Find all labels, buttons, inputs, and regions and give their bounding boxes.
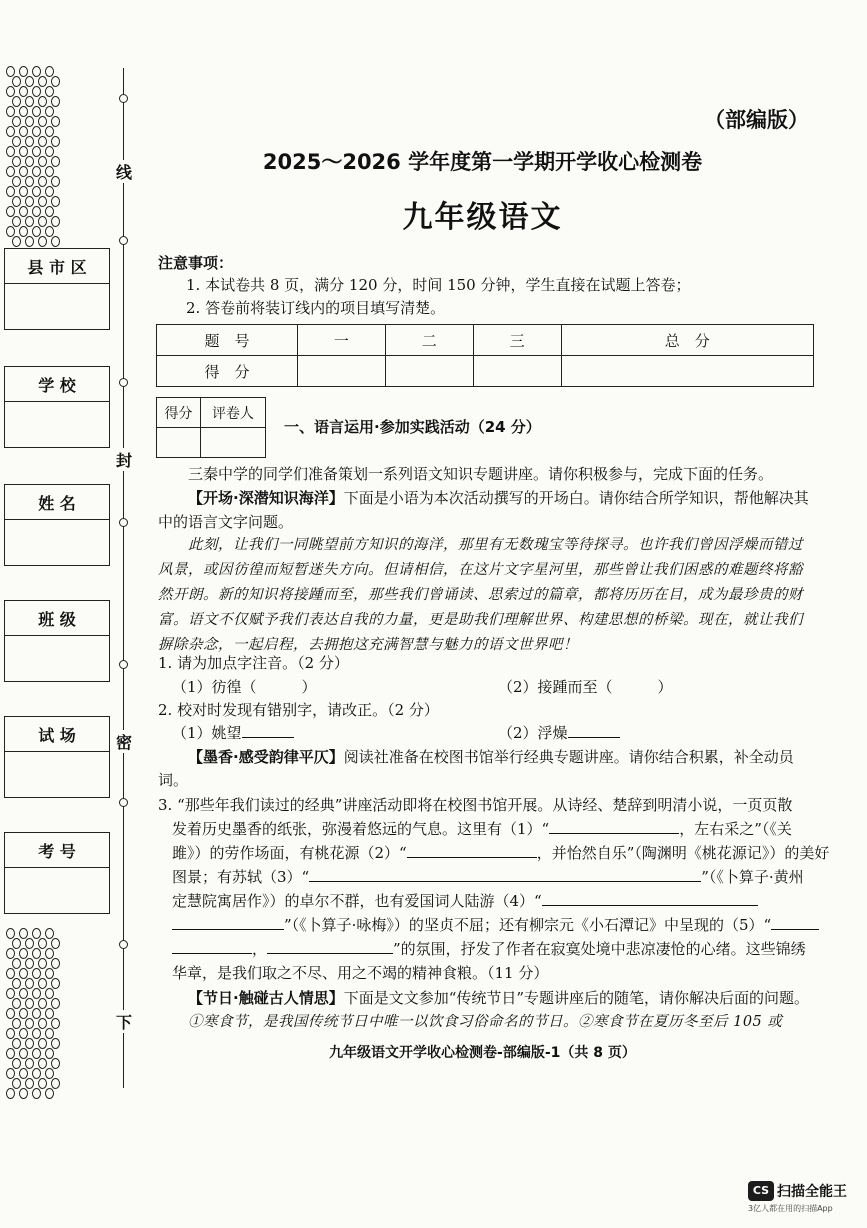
- field-exam-room[interactable]: [4, 716, 110, 798]
- binding-dot: [19, 928, 28, 939]
- binding-dot: [38, 958, 47, 969]
- binding-dot: [25, 96, 34, 107]
- festival-label: 【节日·触碰古人情思】: [188, 989, 344, 1007]
- answer-blank[interactable]: [267, 939, 393, 954]
- binding-dot: [19, 186, 28, 197]
- binding-dot: [25, 236, 34, 247]
- binding-dot: [45, 206, 54, 217]
- binding-dot: [38, 156, 47, 167]
- binding-dot: [25, 116, 34, 127]
- question-3-line: 华章，是我们取之不尽、用之不竭的精神食粮。（11 分）: [172, 964, 549, 982]
- binding-dot: [51, 958, 60, 969]
- q3-text: 图景；有苏轼（3）“: [172, 868, 310, 886]
- field-name[interactable]: [4, 484, 110, 566]
- score-header: 题 号: [157, 325, 298, 356]
- binding-circle: [119, 660, 128, 669]
- question-3-line: [172, 866, 804, 888]
- binding-dot: [19, 166, 28, 177]
- binding-dot: [45, 948, 54, 959]
- binding-dot: [6, 206, 15, 217]
- binding-dot: [45, 186, 54, 197]
- question-3-line: [172, 890, 758, 912]
- field-label: 试 场: [5, 717, 109, 752]
- binding-dot: [19, 146, 28, 157]
- binding-dot: [45, 126, 54, 137]
- binding-dot: [25, 938, 34, 949]
- field-class[interactable]: [4, 600, 110, 682]
- question-2b-text: （2）浮燥: [498, 724, 568, 742]
- opening-text: 下面是小语为本次活动撰写的开场白。请你结合所学知识，帮他解决其中的语言文字问题。: [158, 489, 809, 531]
- binding-circle: [119, 236, 128, 245]
- binding-dot: [19, 968, 28, 979]
- binding-dot: [12, 76, 21, 87]
- binding-line: [123, 68, 124, 1088]
- binding-dot: [19, 206, 28, 217]
- binding-dot: [12, 958, 21, 969]
- binding-dot: [25, 196, 34, 207]
- notes-heading: 注意事项：: [158, 254, 234, 272]
- binding-dot: [6, 86, 15, 97]
- binding-dot: [12, 1038, 21, 1049]
- binding-dot: [6, 126, 15, 137]
- binding-dot: [32, 206, 41, 217]
- binding-dots-bottom: [6, 928, 60, 1098]
- binding-dot: [32, 988, 41, 999]
- binding-dot: [19, 66, 28, 77]
- festival-text: 下面是文文参加“传统节日”专题讲座后的随笔，请你解决后面的问题。: [343, 989, 810, 1007]
- binding-dot: [45, 988, 54, 999]
- binding-dot: [6, 1008, 15, 1019]
- question-2a-text: （1）姚望: [172, 724, 242, 742]
- q3-text: 定慧院寓居作》）的卓尔不群，也有爱国词人陆游（4）“: [172, 892, 542, 910]
- binding-dot: [45, 1008, 54, 1019]
- question-3-line: [172, 842, 829, 864]
- binding-dot: [12, 236, 21, 247]
- binding-dot: [45, 1068, 54, 1079]
- opening-instruction: [158, 486, 813, 534]
- q3-text: 雎》）的劳作场面，有桃花源（2）“: [172, 844, 407, 862]
- field-county[interactable]: [4, 248, 110, 330]
- binding-dot: [32, 226, 41, 237]
- binding-dot: [51, 1038, 60, 1049]
- binding-dot: [12, 216, 21, 227]
- question-3-line: 3. “那些年我们读过的经典”讲座活动即将在校图书馆开展。从诗经、楚辞到明清小说，一页页散: [158, 796, 793, 814]
- page-footer: 九年级语文开学收心检测卷-部编版-1（共 8 页）: [329, 1045, 636, 1061]
- score-cell[interactable]: [298, 356, 386, 387]
- binding-circle: [119, 798, 128, 807]
- question-2: 2. 校对时发现有错别字，请改正。（2 分）: [158, 701, 439, 719]
- binding-dot: [12, 196, 21, 207]
- ink-text: 阅读社准备在校图书馆举行经典专题讲座。请你结合积累，补全动员词。: [158, 748, 794, 789]
- binding-dot: [6, 106, 15, 117]
- answer-blank[interactable]: [771, 915, 819, 930]
- answer-blank[interactable]: [568, 723, 620, 738]
- binding-dot: [25, 1038, 34, 1049]
- binding-dot: [38, 136, 47, 147]
- score-cell[interactable]: [473, 356, 561, 387]
- binding-dot: [51, 136, 60, 147]
- ink-instruction: [158, 746, 813, 792]
- binding-char-xia: 下: [116, 1010, 132, 1033]
- binding-dot: [38, 96, 47, 107]
- binding-dot: [19, 106, 28, 117]
- answer-blank[interactable]: [172, 939, 252, 954]
- binding-dot: [32, 1048, 41, 1059]
- opening-passage: 此刻，让我们一同眺望前方知识的海洋，那里有无数瑰宝等待探寻。也许我们曾因浮燥而错过风景，或因彷徨而短暂迷失方向。但请相信，在这片文字星河里，那些曾让我们困惑的难题终将豁然开朗。新的知识将接踵而至，那些我们曾诵读、思索过的篇章，都将历历在目，成为最珍贵的财富。语文不仅赋予我们表达自我的力量，更是助我们理解世界、构建思想的桥梁。现在，就让我们摒除杂念，一起启程，去拥抱这充满智慧与魅力的语文世界吧！: [158, 537, 803, 653]
- binding-dot: [6, 948, 15, 959]
- binding-dot: [19, 948, 28, 959]
- binding-dot: [51, 116, 60, 127]
- q3-text: ”（《卜算子·黄州: [701, 868, 804, 886]
- binding-circle: [119, 94, 128, 103]
- score-header: 二: [385, 325, 473, 356]
- question-3-line: [172, 938, 806, 960]
- binding-dot: [12, 938, 21, 949]
- binding-dot: [6, 66, 15, 77]
- binding-dot: [6, 226, 15, 237]
- section-intro: 三秦中学的同学们准备策划一系列语文知识专题讲座。请你积极参与，完成下面的任务。: [188, 465, 774, 483]
- grader-box: [156, 397, 266, 458]
- binding-dot: [51, 998, 60, 1009]
- binding-char-mi: 密: [116, 730, 132, 753]
- binding-dot: [45, 226, 54, 237]
- binding-dot: [25, 176, 34, 187]
- binding-dot: [25, 136, 34, 147]
- question-1a[interactable]: （1）彷徨（ ）: [172, 678, 317, 696]
- binding-dot: [45, 146, 54, 157]
- binding-dot: [51, 216, 60, 227]
- binding-circle: [119, 940, 128, 949]
- binding-dot: [51, 76, 60, 87]
- binding-dot: [12, 1018, 21, 1029]
- binding-dot: [38, 938, 47, 949]
- binding-dot: [38, 1078, 47, 1089]
- binding-dot: [12, 96, 21, 107]
- binding-circle: [119, 518, 128, 527]
- binding-dot: [25, 958, 34, 969]
- answer-blank[interactable]: [407, 843, 537, 858]
- essay-start: ①寒食节，是我国传统节日中唯一以饮食习俗命名的节日。②寒食节在夏历冬至后 105 或: [188, 1014, 783, 1030]
- binding-dot: [45, 968, 54, 979]
- question-3-line: [172, 818, 792, 840]
- grader-score-cell[interactable]: [157, 428, 201, 458]
- binding-dot: [32, 1088, 41, 1099]
- binding-dot: [19, 1088, 28, 1099]
- binding-dot: [19, 1028, 28, 1039]
- grader-name-label: 评卷人: [200, 398, 265, 428]
- binding-dot: [51, 1078, 60, 1089]
- binding-dot: [51, 96, 60, 107]
- scanner-slogan: 3亿人都在用的扫描App: [748, 1204, 833, 1213]
- edition-label: （部编版）: [704, 108, 809, 132]
- binding-dot: [6, 166, 15, 177]
- scanner-watermark: [748, 1180, 847, 1213]
- binding-dot: [12, 116, 21, 127]
- binding-dot: [12, 156, 21, 167]
- binding-dot: [6, 1048, 15, 1059]
- binding-dot: [12, 978, 21, 989]
- binding-dot: [25, 998, 34, 1009]
- binding-dot: [45, 928, 54, 939]
- notes-item: 1. 本试卷共 8 页，满分 120 分，时间 150 分钟，学生直接在试题上答卷；: [186, 276, 691, 294]
- festival-instruction: [158, 986, 813, 1010]
- answer-blank[interactable]: [242, 723, 294, 738]
- binding-dot: [19, 1048, 28, 1059]
- grader-name-cell[interactable]: [200, 428, 265, 458]
- binding-dot: [25, 216, 34, 227]
- score-cell[interactable]: [561, 356, 813, 387]
- binding-dot: [6, 1088, 15, 1099]
- binding-dot: [45, 1028, 54, 1039]
- q3-text: 发着历史墨香的纸张，弥漫着悠远的气息。这里有（1）“: [172, 820, 550, 838]
- binding-dot: [32, 186, 41, 197]
- q3-text: ”（《卜算子·咏梅》）的坚贞不屈；还有柳宗元《小石潭记》中呈现的（5）“: [284, 916, 772, 934]
- score-header: 三: [473, 325, 561, 356]
- binding-dot: [45, 166, 54, 177]
- binding-dot: [32, 968, 41, 979]
- q3-text: ，: [252, 940, 268, 958]
- binding-dot: [19, 1068, 28, 1079]
- exam-title: 2025～2026 学年度第一学期开学收心检测卷: [262, 150, 703, 174]
- binding-dots-top: [6, 66, 60, 246]
- binding-dot: [19, 1008, 28, 1019]
- binding-dot: [12, 998, 21, 1009]
- field-label: 班 级: [5, 601, 109, 636]
- q3-text: ”的氛围，抒发了作者在寂寞处境中悲凉凄怆的心绪。这些锦绣: [393, 940, 806, 958]
- binding-dot: [12, 1058, 21, 1069]
- binding-dot: [12, 136, 21, 147]
- binding-dot: [12, 1078, 21, 1089]
- binding-dot: [25, 978, 34, 989]
- question-2a: [172, 722, 294, 744]
- binding-dot: [51, 1018, 60, 1029]
- answer-blank[interactable]: [542, 891, 758, 906]
- binding-dot: [45, 86, 54, 97]
- score-header: 一: [298, 325, 386, 356]
- binding-dot: [32, 106, 41, 117]
- ink-label: 【墨香·感受韵律平仄】: [188, 748, 344, 766]
- answer-blank[interactable]: [549, 819, 679, 834]
- binding-char-feng: 封: [116, 448, 132, 471]
- binding-dot: [38, 1018, 47, 1029]
- binding-dot: [51, 978, 60, 989]
- scanner-name: 扫描全能王: [777, 1183, 847, 1200]
- binding-dot: [25, 1058, 34, 1069]
- binding-dot: [25, 76, 34, 87]
- section-title: 一、语言运用·参加实践活动（24 分）: [284, 418, 541, 436]
- q3-text: ，并怡然自乐”（陶渊明《桃花源记》）的美好: [536, 844, 830, 862]
- binding-dot: [38, 76, 47, 87]
- binding-dot: [6, 186, 15, 197]
- subject-title: 九年级语文: [402, 200, 563, 235]
- answer-blank[interactable]: [309, 867, 701, 882]
- binding-dot: [25, 1018, 34, 1029]
- field-label: 考 号: [5, 833, 109, 868]
- binding-dot: [6, 1028, 15, 1039]
- binding-dot: [32, 146, 41, 157]
- binding-circle: [119, 378, 128, 387]
- score-header: 总 分: [561, 325, 813, 356]
- field-exam-number[interactable]: [4, 832, 110, 914]
- binding-dot: [45, 106, 54, 117]
- binding-dot: [32, 1028, 41, 1039]
- binding-dot: [32, 948, 41, 959]
- binding-char-xian: 线: [116, 160, 132, 183]
- binding-dot: [25, 156, 34, 167]
- question-1: 1. 请为加点字注音。（2 分）: [158, 654, 349, 672]
- binding-dot: [32, 1008, 41, 1019]
- q3-text: ，左右采之”（《关: [679, 820, 792, 838]
- binding-dot: [38, 1058, 47, 1069]
- notes-item: 2. 答卷前将装订线内的项目填写清楚。: [186, 299, 446, 317]
- binding-dot: [45, 1048, 54, 1059]
- scanner-logo-icon: CS: [748, 1181, 774, 1201]
- binding-dot: [51, 236, 60, 247]
- binding-dot: [51, 196, 60, 207]
- field-label: 县 市 区: [5, 249, 109, 284]
- binding-dot: [6, 968, 15, 979]
- score-table: [156, 324, 814, 387]
- score-cell[interactable]: [385, 356, 473, 387]
- binding-dot: [6, 988, 15, 999]
- binding-dot: [12, 176, 21, 187]
- binding-dot: [19, 226, 28, 237]
- binding-dot: [6, 928, 15, 939]
- binding-dot: [6, 146, 15, 157]
- field-label: 学 校: [5, 367, 109, 402]
- field-school[interactable]: [4, 366, 110, 448]
- binding-dot: [45, 66, 54, 77]
- binding-dot: [19, 988, 28, 999]
- binding-dot: [38, 1038, 47, 1049]
- binding-dot: [25, 1078, 34, 1089]
- grader-score-label: 得分: [157, 398, 201, 428]
- binding-dot: [32, 166, 41, 177]
- binding-dot: [32, 66, 41, 77]
- binding-dot: [38, 216, 47, 227]
- answer-blank[interactable]: [172, 915, 284, 930]
- binding-dot: [51, 176, 60, 187]
- score-row-label: 得 分: [157, 356, 298, 387]
- binding-dot: [51, 1058, 60, 1069]
- binding-dot: [38, 998, 47, 1009]
- binding-dot: [6, 1068, 15, 1079]
- binding-dot: [32, 1068, 41, 1079]
- binding-dot: [38, 176, 47, 187]
- question-3-line: [172, 914, 819, 936]
- binding-dot: [32, 86, 41, 97]
- opening-label: 【开场·深潜知识海洋】: [188, 489, 344, 507]
- field-label: 姓 名: [5, 485, 109, 520]
- binding-dot: [51, 938, 60, 949]
- binding-dot: [45, 1088, 54, 1099]
- binding-dot: [19, 126, 28, 137]
- binding-dot: [38, 236, 47, 247]
- question-2b: [498, 722, 620, 744]
- binding-dot: [38, 978, 47, 989]
- binding-dot: [38, 196, 47, 207]
- binding-dot: [19, 86, 28, 97]
- binding-dot: [51, 156, 60, 167]
- binding-dot: [32, 928, 41, 939]
- binding-dot: [38, 116, 47, 127]
- question-1b[interactable]: （2）接踵而至（ ）: [498, 678, 673, 696]
- binding-dot: [32, 126, 41, 137]
